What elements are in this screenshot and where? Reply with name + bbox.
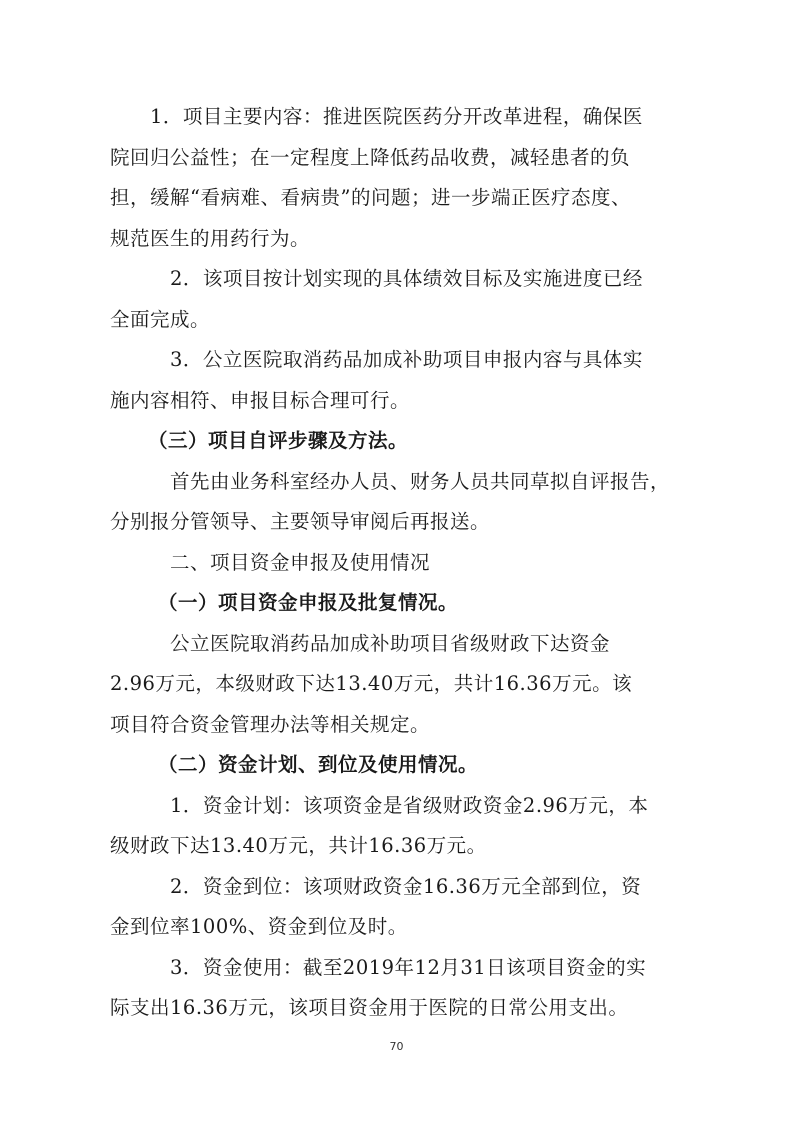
section-heading: （一）项目资金申报及批复情况。 [158,591,459,614]
paragraph-line: 担，缓解“看病难、看病贵”的问题；进一步端正医疗态度、 [110,186,631,209]
paragraph-line: 2．该项目按计划实现的具体绩效目标及实施进度已经 [170,267,643,290]
paragraph-line: 际支出16.36万元，该项目资金用于医院的日常公用支出。 [110,996,629,1019]
section-heading: （三）项目自评步骤及方法。 [148,429,409,452]
section-heading: （二）资金计划、到位及使用情况。 [158,753,479,776]
paragraph-line: 3．公立医院取消药品加成补助项目申报内容与具体实 [170,348,643,371]
paragraph-line: 1．资金计划：该项资金是省级财政资金2.96万元，本 [170,793,649,817]
paragraph-line: 1．项目主要内容：推进医院医药分开改革进程，确保医 [150,105,643,128]
paragraph-line: 规范医生的用药行为。 [110,226,311,250]
paragraph-line: 2．资金到位：该项财政资金16.36万元全部到位，资 [170,874,642,898]
paragraph-line: 施内容相符、申报目标合理可行。 [110,388,411,412]
paragraph-line: 院回归公益性；在一定程度上降低药品收费，减轻患者的负 [110,145,631,169]
paragraph-line: 分别报分管领导、主要领导审阅后再报送。 [110,510,491,533]
paragraph-line: 公立医院取消药品加成补助项目省级财政下达资金 [170,631,611,655]
paragraph-line: 全面完成。 [110,307,211,331]
paragraph-line: 金到位率100%、资金到位及时。 [110,915,408,938]
paragraph-line: 2.96万元，本级财政下达13.40万元，共计16.36万元。该 [110,672,633,695]
page-number: 70 [389,1040,404,1053]
paragraph-line: 首先由业务科室经办人员、财务人员共同草拟自评报告， [170,469,671,493]
chapter-heading: 二、项目资金申报及使用情况 [170,550,431,574]
paragraph-line: 项目符合资金管理办法等相关规定。 [110,712,431,736]
paragraph-line: 3．资金使用：截至2019年12月31日该项目资金的实 [170,955,647,979]
paragraph-line: 级财政下达13.40万元，共计16.36万元。 [110,834,487,857]
